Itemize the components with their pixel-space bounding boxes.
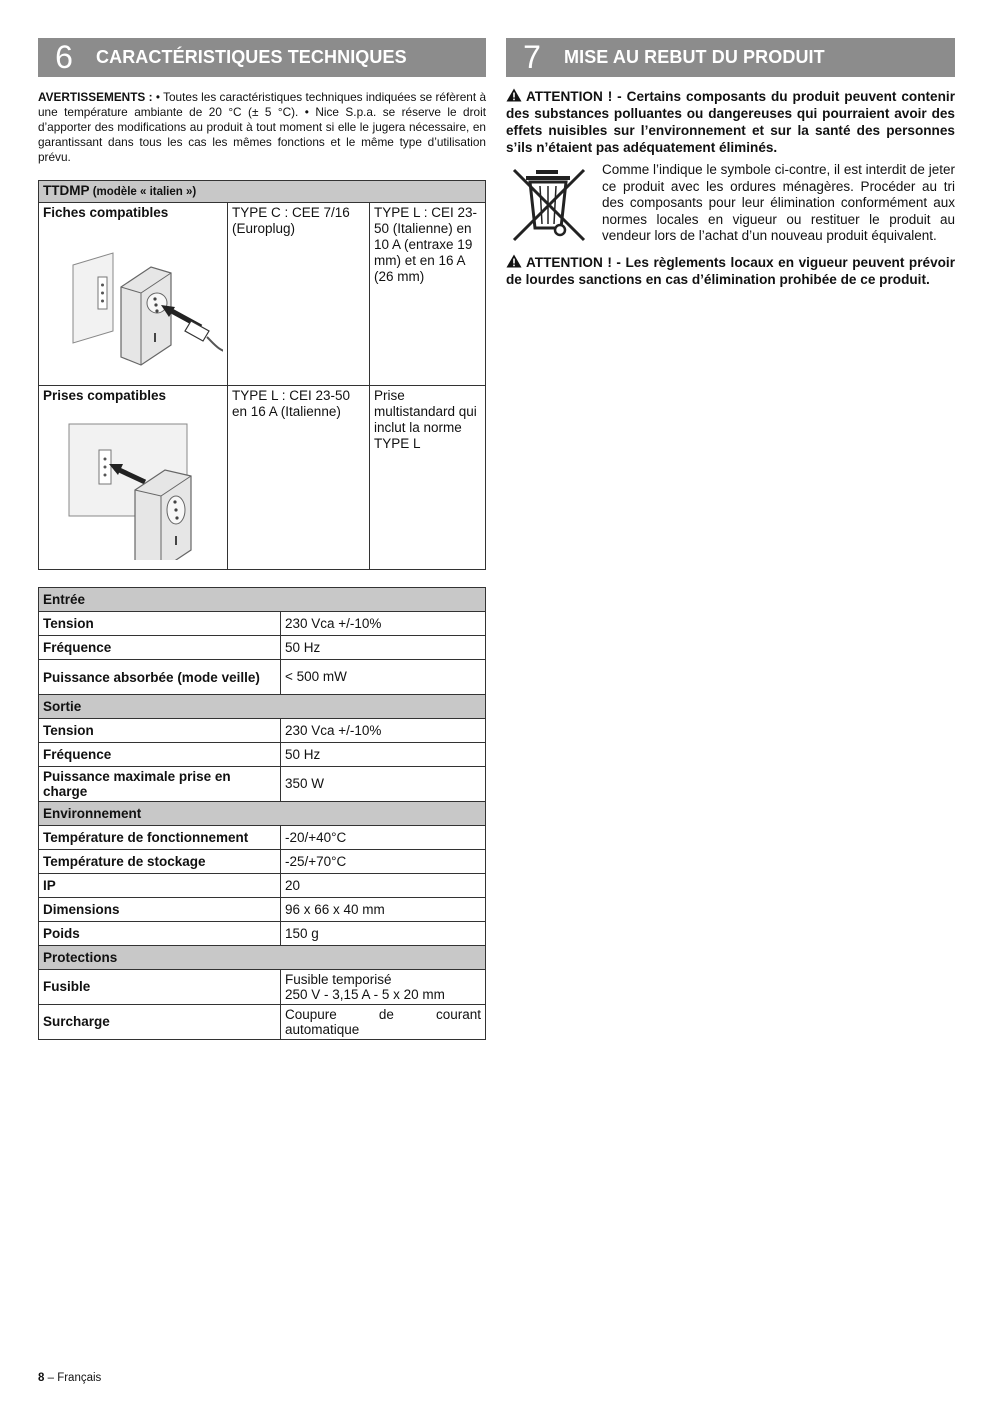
disposal-text: Comme l’indique le symbole ci-contre, il est interdit de jeter ce produit avec les ordures ménagères. Procéder au tri des composants pour leur élimination conformément aux normes locales en vigueur ou restituer le produit au vendeur lors de l’achat d’un nouveau produit équivalent. bbox=[602, 162, 955, 243]
adapter-socket-illustration bbox=[43, 410, 223, 560]
disposal-info bbox=[506, 162, 955, 248]
attention-pollutants bbox=[506, 88, 955, 156]
warning-triangle-icon bbox=[506, 254, 522, 268]
adapter-plug-illustration bbox=[43, 227, 223, 367]
input-header: Entrée bbox=[39, 588, 486, 612]
section-title: CARACTÉRISTIQUES TECHNIQUES bbox=[96, 47, 407, 67]
section-7-header bbox=[506, 38, 955, 77]
footer-language: – Français bbox=[44, 1372, 102, 1384]
row-label: Prises compatibles bbox=[43, 388, 167, 403]
model-table bbox=[38, 180, 486, 570]
model-name: TTDMP bbox=[43, 183, 90, 198]
environment-header: Environnement bbox=[39, 802, 486, 826]
spec-label: IP bbox=[39, 874, 281, 898]
spec-value: 230 Vca +/-10% bbox=[281, 612, 486, 636]
spec-label: Puissance absorbée (mode veille) bbox=[39, 660, 281, 695]
row-label: Fiches compatibles bbox=[43, 205, 169, 220]
fuse-rating: 250 V - 3,15 A - 5 x 20 mm bbox=[285, 987, 445, 1002]
spec-value: < 500 mW bbox=[281, 660, 486, 695]
output-header: Sortie bbox=[39, 695, 486, 719]
spec-label: Tension bbox=[39, 612, 281, 636]
spec-value: 50 Hz bbox=[281, 636, 486, 660]
page-number: 8 bbox=[38, 1372, 45, 1384]
warnings-text: • Toutes les caractéristiques techniques indiquées se réfèrent à une température ambiante de 20 °C (± 5 °C). • Nice S.p.a. se réserve le droit d’apporter des modifications au produit à tout moment si elle le jugera nécessaire, en garantissant dans tous les cas les mêmes fonctions et le même type d’utilisation prévu. bbox=[38, 90, 487, 164]
socket-multistandard-cell: Prise multistandard qui inclut la norme TYPE L bbox=[370, 386, 486, 570]
section-title: MISE AU REBUT DU PRODUIT bbox=[564, 47, 825, 67]
section-number: 6 bbox=[55, 39, 73, 75]
spec-label: Poids bbox=[39, 922, 281, 946]
plug-type-l-cell: TYPE L : CEI 23-50 (Italienne) en 10 A (entraxe 19 mm) et en 16 A (26 mm) bbox=[370, 203, 486, 386]
spec-value: Coupure de courant automatique bbox=[281, 1005, 486, 1040]
spec-value: -25/+70°C bbox=[281, 850, 486, 874]
section-7 bbox=[506, 38, 955, 288]
sockets-cell bbox=[39, 386, 228, 570]
spec-value: -20/+40°C bbox=[281, 826, 486, 850]
plug-type-c-cell: TYPE C : CEE 7/16 (Europlug) bbox=[228, 203, 370, 386]
spec-value: 96 x 66 x 40 mm bbox=[281, 898, 486, 922]
socket-type-l-cell: TYPE L : CEI 23-50 en 16 A (Italienne) bbox=[228, 386, 370, 570]
spec-label: Tension bbox=[39, 719, 281, 743]
spec-value: 150 g bbox=[281, 922, 486, 946]
attention-text: ATTENTION ! - Certains composants du produit peuvent contenir des substances polluantes ou dangereuses qui pourraient avoir des effets nuisibles sur l’environnement et sur la santé des personnes s’ils n’étaient pas adéquatement éliminés. bbox=[506, 89, 955, 155]
spec-value: 230 Vca +/-10% bbox=[281, 719, 486, 743]
model-variant: (modèle « italien ») bbox=[89, 186, 197, 198]
spec-value bbox=[281, 970, 486, 1005]
protections-header: Protections bbox=[39, 946, 486, 970]
spec-label: Température de fonctionnement bbox=[39, 826, 281, 850]
spec-table bbox=[38, 587, 486, 1040]
spec-label: Fusible bbox=[39, 970, 281, 1005]
crossed-out-wheelie-bin-icon bbox=[506, 162, 596, 248]
section-6-header bbox=[38, 38, 486, 77]
attention-sanctions bbox=[506, 254, 955, 288]
spec-value: 50 Hz bbox=[281, 743, 486, 767]
spec-label: Surcharge bbox=[39, 1005, 281, 1040]
spec-value: 20 bbox=[281, 874, 486, 898]
warnings-label: AVERTISSEMENTS : bbox=[38, 90, 153, 104]
attention-text: ATTENTION ! - Les règlements locaux en vigueur peuvent prévoir de lourdes sanctions en cas d’élimination prohibée de ce produit. bbox=[506, 255, 955, 287]
section-6 bbox=[38, 38, 486, 1040]
spec-value: 350 W bbox=[281, 767, 486, 802]
warning-triangle-icon bbox=[506, 88, 522, 102]
spec-label: Dimensions bbox=[39, 898, 281, 922]
plugs-cell bbox=[39, 203, 228, 386]
spec-label: Fréquence bbox=[39, 743, 281, 767]
warnings-paragraph bbox=[38, 90, 486, 165]
model-table-header bbox=[39, 181, 486, 203]
spec-label: Puissance maximale prise en charge bbox=[39, 767, 281, 802]
spec-label: Fréquence bbox=[39, 636, 281, 660]
section-number: 7 bbox=[523, 39, 541, 75]
page-footer bbox=[38, 1372, 101, 1384]
fuse-type: Fusible temporisé bbox=[285, 972, 392, 987]
spec-label: Température de stockage bbox=[39, 850, 281, 874]
